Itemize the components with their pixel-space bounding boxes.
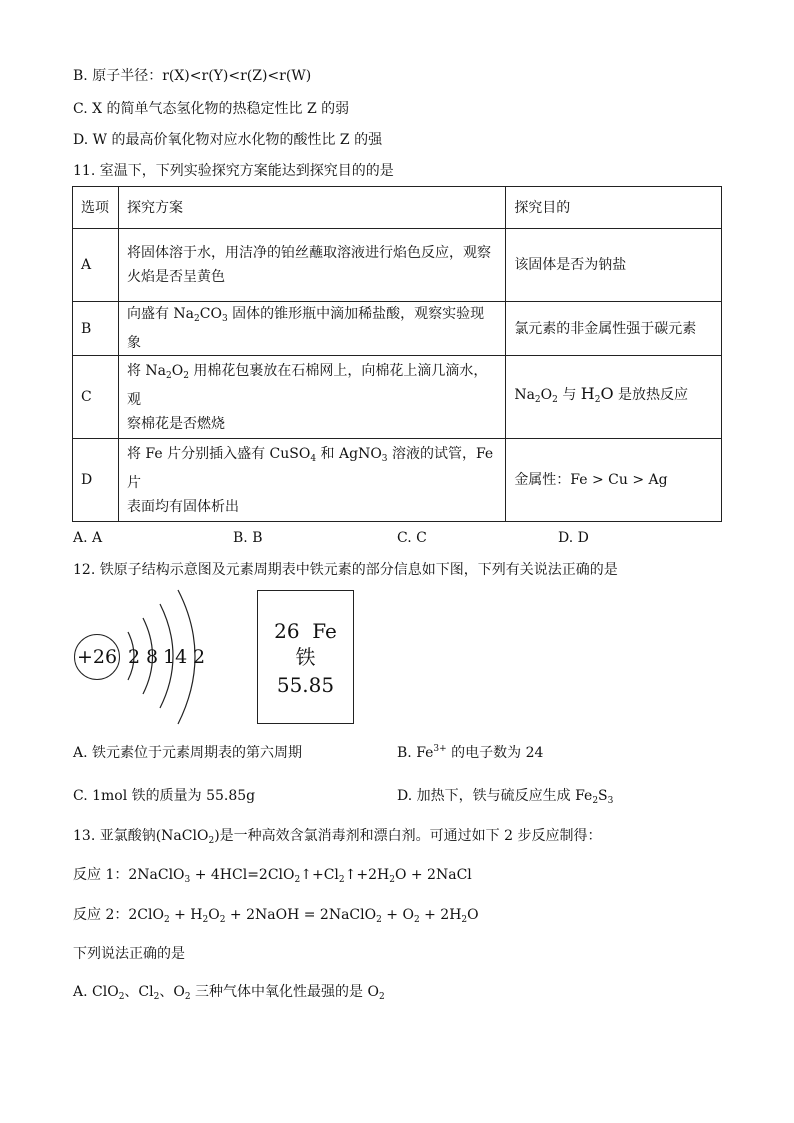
plan-text: 和 AgNO	[316, 445, 382, 462]
q12-option-c: C. 1mol 铁的质量为 55.85g	[73, 788, 256, 804]
reaction-2	[73, 906, 479, 929]
plan-text: CO	[199, 306, 222, 322]
subscript: 2	[202, 915, 209, 925]
equation-text: ↑+Cl	[300, 867, 339, 883]
option-text: 三种气体中氧化性最强的是 O	[190, 984, 379, 1000]
equation-text: O	[467, 907, 479, 923]
stem-text: 13. 亚氯酸钠(NaClO	[73, 828, 209, 844]
q11-answer-a: A. A	[73, 530, 103, 546]
q13-prompt: 下列说法正确的是	[73, 946, 185, 962]
subscript: 2	[166, 370, 172, 381]
row-goal: 该固体是否为钠盐	[506, 229, 722, 302]
table-row	[73, 229, 722, 302]
option-text: 的电子数为 24	[446, 745, 544, 761]
shell-electrons: 2	[193, 646, 206, 668]
q10-option-d: D. W 的最高价氧化物对应水化物的酸性比 Z 的强	[73, 132, 383, 148]
row-option: B	[73, 302, 119, 356]
equation-text: + H	[169, 907, 203, 923]
option-text: 、O	[159, 984, 185, 1000]
q12-option-b	[397, 742, 543, 762]
goal-text: Na	[514, 387, 535, 403]
equation-text: + O	[381, 907, 414, 923]
nucleus: +26	[74, 634, 120, 680]
subscript: 2	[413, 915, 420, 925]
shell-electrons: 8	[146, 646, 159, 668]
header-option: 选项	[73, 187, 119, 229]
table-row	[73, 302, 722, 356]
stem-text: )是一种高效含氯消毒剂和漂白剂。可通过如下 2 步反应制得：	[214, 828, 602, 844]
q12-option-d	[397, 785, 613, 806]
row-option: C	[73, 356, 119, 439]
element-name: 铁	[295, 645, 316, 669]
subscript: 2	[194, 314, 200, 324]
plan-line: 火焰是否呈黄色	[126, 269, 225, 285]
periodic-table-cell	[257, 590, 354, 724]
header-goal: 探究目的	[506, 187, 722, 229]
subscript: 2	[208, 836, 215, 846]
table-row	[73, 439, 722, 522]
q12-option-a: A. 铁元素位于元素周期表的第六周期	[73, 745, 303, 761]
subscript: 2	[389, 875, 395, 885]
q13-stem	[73, 827, 601, 850]
plan-line: 察棉花是否燃烧	[126, 415, 225, 432]
subscript: 2	[338, 875, 345, 885]
plan-line: 将固体溶于水，用洁净的铂丝蘸取溶液进行焰色反应，观察	[126, 245, 491, 261]
subscript: 3	[607, 796, 614, 806]
q11-answer-b: B. B	[233, 530, 263, 546]
atomic-number: 26	[274, 619, 300, 643]
row-plan	[118, 356, 505, 439]
plan-line: 表面均有固体析出	[126, 498, 239, 515]
iron-atom-structure-diagram	[68, 584, 228, 734]
subscript: 2	[294, 875, 301, 885]
equation-text: + 4HCl=2ClO	[190, 867, 295, 883]
plan-text: 将 Fe 片分别插入盛有 CuSO	[126, 445, 311, 462]
subscript: 2	[153, 992, 160, 1002]
equation-text: O + 2NaCl	[394, 867, 472, 883]
element-symbol: Fe	[312, 619, 337, 643]
plan-text: 将 Na	[126, 362, 167, 379]
option-text: 、Cl	[124, 984, 154, 1000]
goal-text: O	[600, 384, 614, 403]
subscript: 2	[163, 915, 170, 925]
row-option: D	[73, 439, 119, 522]
q11-table	[72, 186, 722, 522]
subscript: 3	[381, 453, 388, 464]
goal-text: 是放热反应	[613, 387, 689, 403]
plan-text: 向盛有 Na	[126, 306, 195, 322]
subscript: 2	[183, 370, 189, 381]
option-text: D. 加热下，铁与硫反应生成 Fe	[397, 788, 593, 804]
option-text: A. ClO	[73, 984, 119, 1000]
atomic-mass: 55.85	[276, 673, 335, 697]
element-number-symbol	[258, 617, 353, 645]
table-row	[73, 356, 722, 439]
table-header-row	[73, 187, 722, 229]
option-text: S	[598, 788, 608, 804]
superscript: 3+	[433, 744, 447, 754]
equation-text: 反应 2：2ClO	[73, 907, 164, 923]
goal-text: H	[580, 384, 595, 403]
equation-text: 反应 1：2NaClO	[73, 867, 185, 883]
reaction-1	[73, 866, 472, 889]
q11-answer-c: C. C	[397, 530, 427, 546]
q11-answer-d: D. D	[558, 530, 589, 546]
goal-text: 与	[557, 387, 581, 403]
plan-text: 固体的锥形瓶中滴加稀盐酸，观察实验现象	[126, 306, 485, 351]
subscript: 2	[552, 395, 558, 405]
subscript: 3	[221, 314, 228, 324]
subscript: 2	[534, 395, 541, 405]
shell-electrons: 14	[163, 646, 188, 668]
subscript: 2	[376, 915, 382, 925]
equation-text: + 2NaOH = 2NaClO	[225, 907, 377, 923]
goal-text: O	[540, 387, 553, 403]
subscript: 3	[184, 875, 191, 885]
equation-text: ↑+2H	[344, 867, 390, 883]
row-plan	[118, 302, 505, 356]
subscript: 2	[461, 915, 468, 925]
equation-text: + 2H	[419, 907, 462, 923]
subscript: 2	[184, 992, 191, 1002]
subscript: 2	[118, 992, 125, 1002]
q10-option-b: B. 原子半径：r(X)<r(Y)<r(Z)<r(W)	[73, 68, 312, 84]
q10-option-c: C. X 的简单气态氢化物的热稳定性比 Z 的弱	[73, 101, 350, 117]
header-plan: 探究方案	[118, 187, 505, 229]
row-plan	[118, 439, 505, 522]
row-goal	[506, 356, 722, 439]
subscript: 2	[219, 915, 226, 925]
shell-electrons: 2	[128, 646, 141, 668]
plan-text: O	[171, 362, 184, 379]
row-goal: 氯元素的非金属性强于碳元素	[506, 302, 722, 356]
subscript: 2	[592, 796, 599, 806]
plan-text: 溶液的试管，Fe 片	[126, 445, 494, 491]
subscript: 2	[378, 992, 385, 1002]
row-plan	[118, 229, 505, 302]
q11-stem: 11. 室温下，下列实验探究方案能达到探究目的的是	[73, 163, 394, 179]
q13-option-a	[73, 983, 385, 1006]
q12-stem: 12. 铁原子结构示意图及元素周期表中铁元素的部分信息如下图，下列有关说法正确的是	[73, 562, 618, 578]
subscript: 4	[310, 453, 317, 464]
subscript: 2	[594, 395, 601, 405]
row-goal: 金属性：Fe > Cu > Ag	[506, 439, 722, 522]
row-option: A	[73, 229, 119, 302]
equation-text: O	[208, 907, 220, 923]
plan-text: 用棉花包裹放在石棉网上，向棉花上滴几滴水，观	[126, 362, 488, 408]
option-text: B. Fe	[397, 745, 434, 761]
